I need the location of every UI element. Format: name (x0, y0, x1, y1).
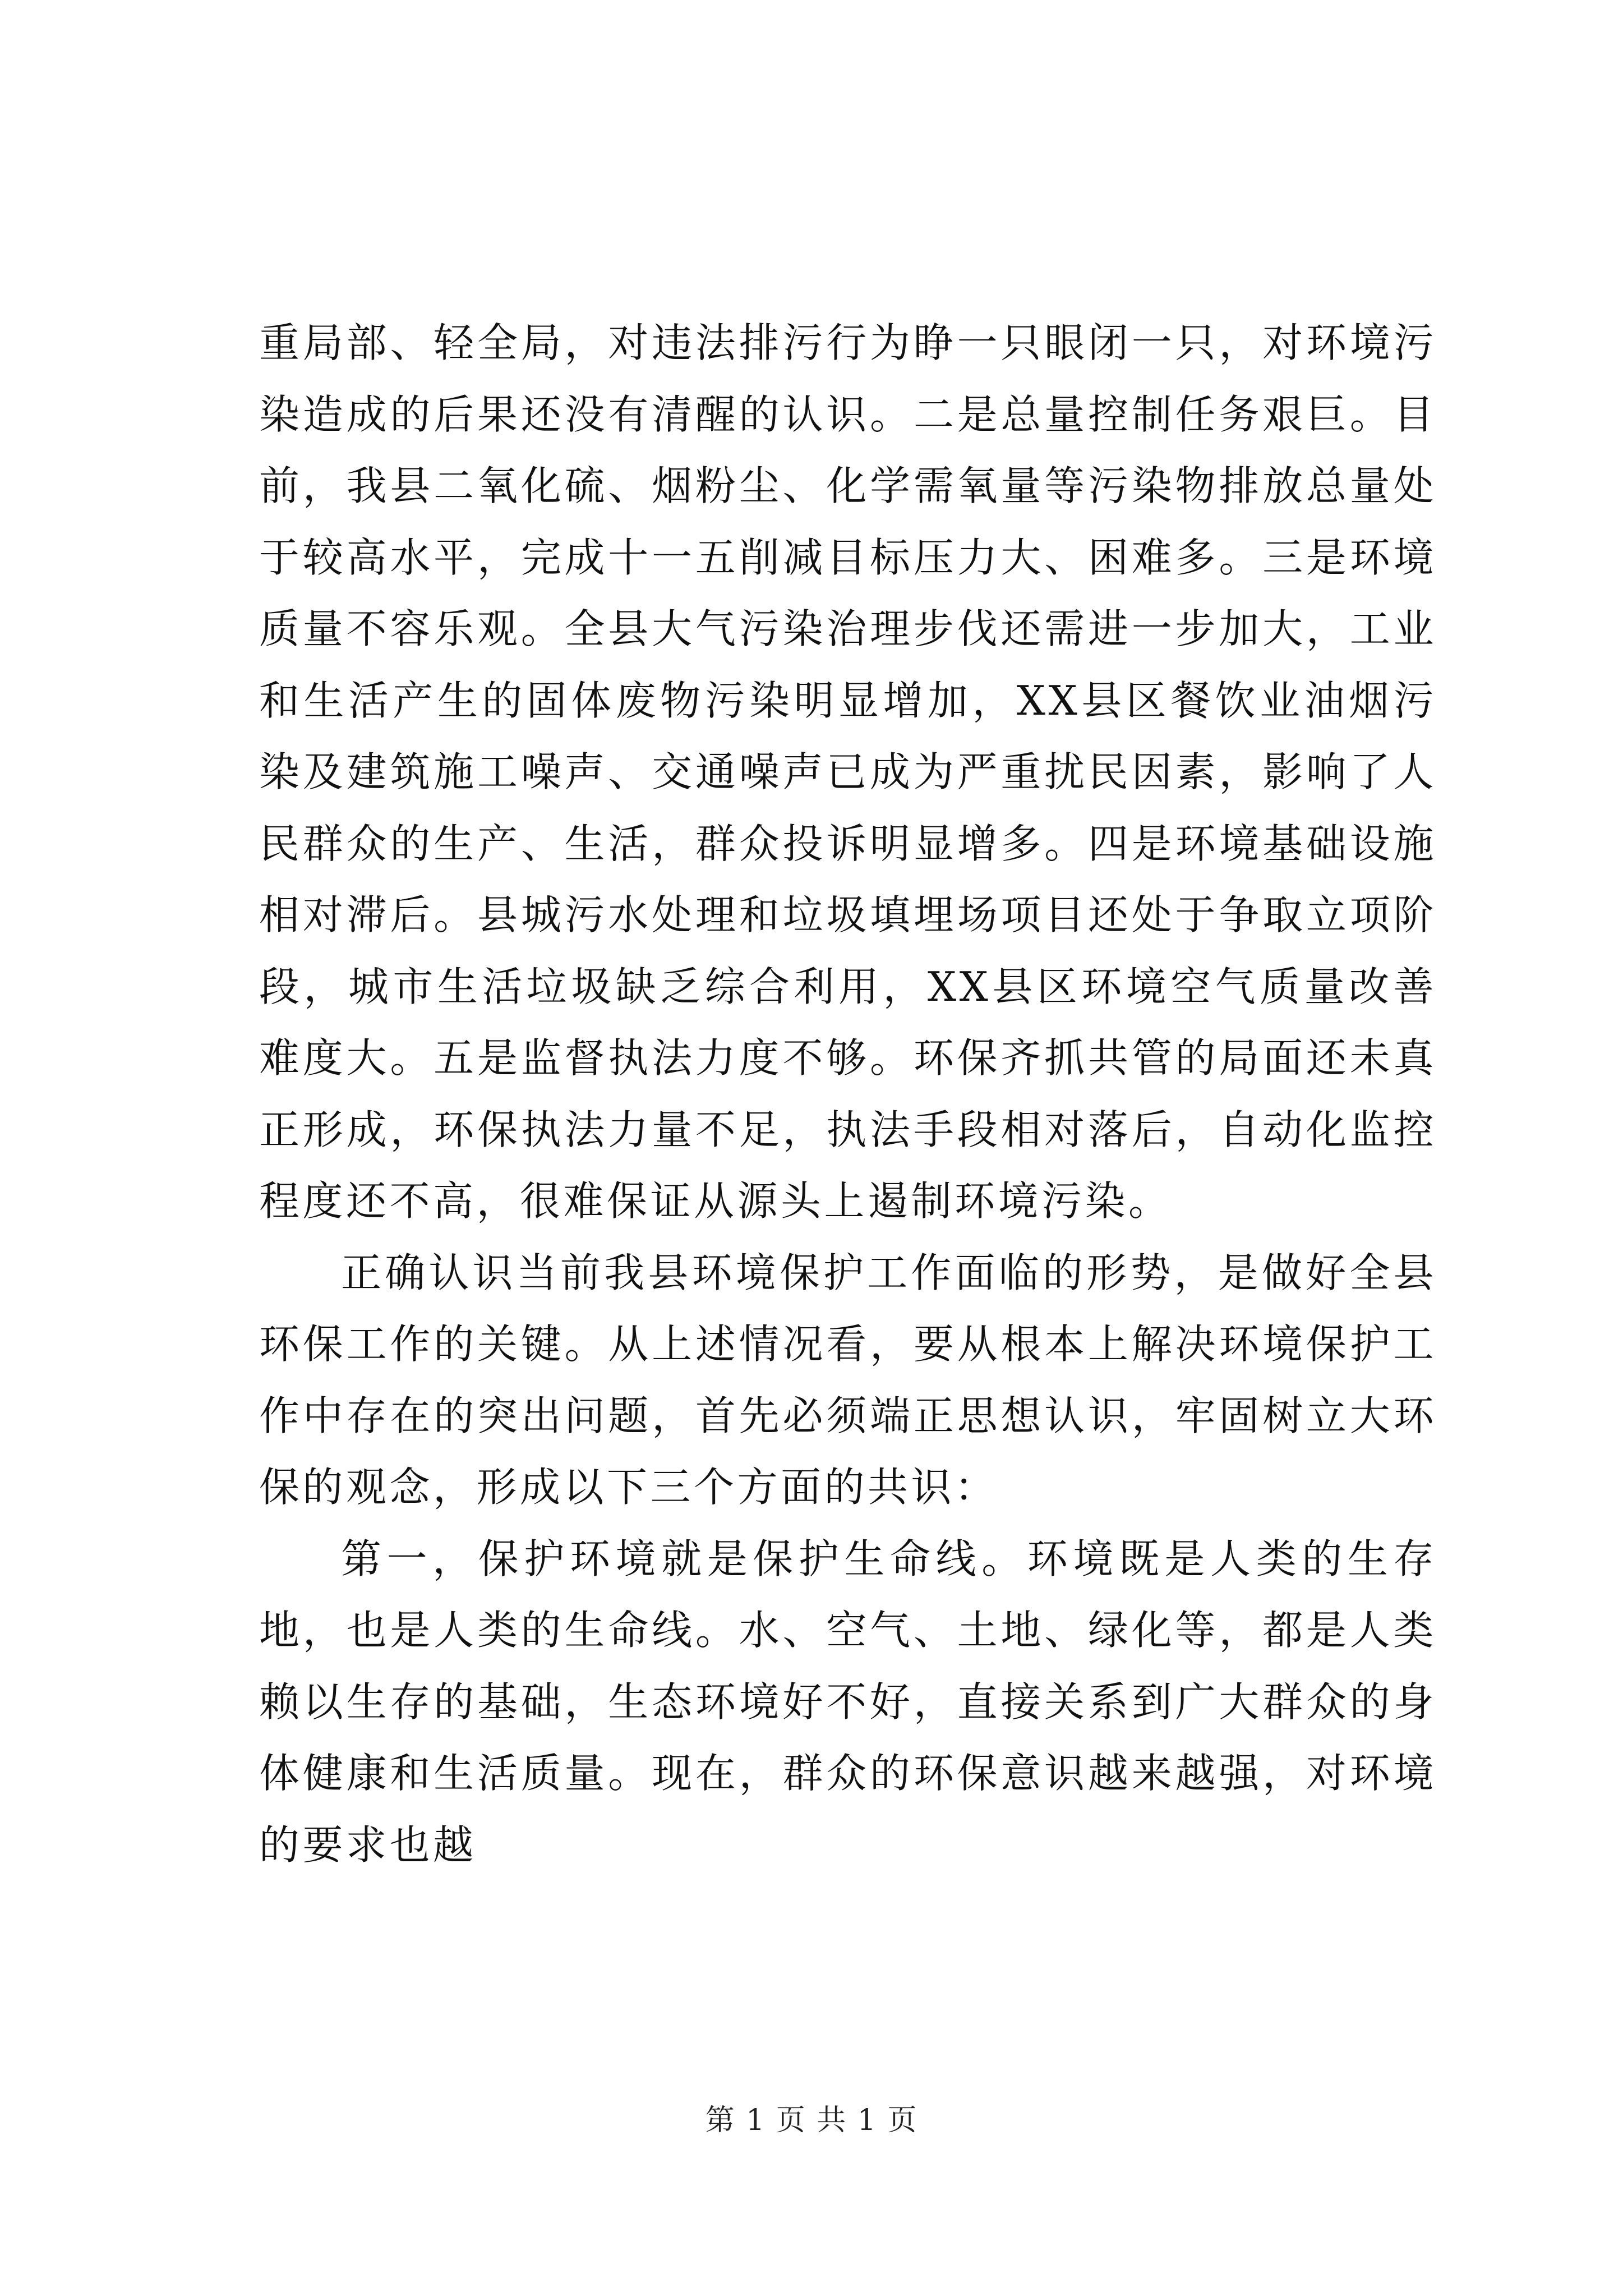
document-body (259, 307, 1437, 1881)
paragraph-environment-problems: 重局部、轻全局，对违法排污行为睁一只眼闭一只，对环境污染造成的后果还没有清醒的认识。二是总量控制任务艰巨。目前，我县二氧化硫、烟粉尘、化学需氧量等污染物排放总量处于较高水平，完成十一五削减目标压力大、困难多。三是环境质量不容乐观。全县大气污染治理步伐还需进一步加大，工业和生活产生的固体废物污染明显增加，XX县区餐饮业油烟污染及建筑施工噪声、交通噪声已成为严重扰民因素，影响了人民群众的生产、生活，群众投诉明显增多。四是环境基础设施相对滞后。县城污水处理和垃圾填埋场项目还处于争取立项阶段，城市生活垃圾缺乏综合利用，XX县区环境空气质量改善难度大。五是监督执法力度不够。环保齐抓共管的局面还未真正形成，环保执法力量不足，执法手段相对落后，自动化监控程度还不高，很难保证从源头上遏制环境污染。 (259, 319, 1437, 1225)
paragraph-correct-understanding: 正确认识当前我县环境保护工作面临的形势，是做好全县环保工作的关键。从上述情况看，要从根本上解决环境保护工作中存在的突出问题，首先必须端正思想认识，牢固树立大环保的观念，形成以下三个方面的共识： (259, 1249, 1437, 1511)
paragraph-first-consensus: 第一，保护环境就是保护生命线。环境既是人类的生存地，也是人类的生命线。水、空气、土地、绿化等，都是人类赖以生存的基础，生态环境好不好，直接关系到广大群众的身体健康和生活质量。现在，群众的环保意识越来越强，对环境的要求也越 (259, 1535, 1437, 1869)
page-number-footer: 第 1 页 共 1 页 (705, 2104, 918, 2137)
